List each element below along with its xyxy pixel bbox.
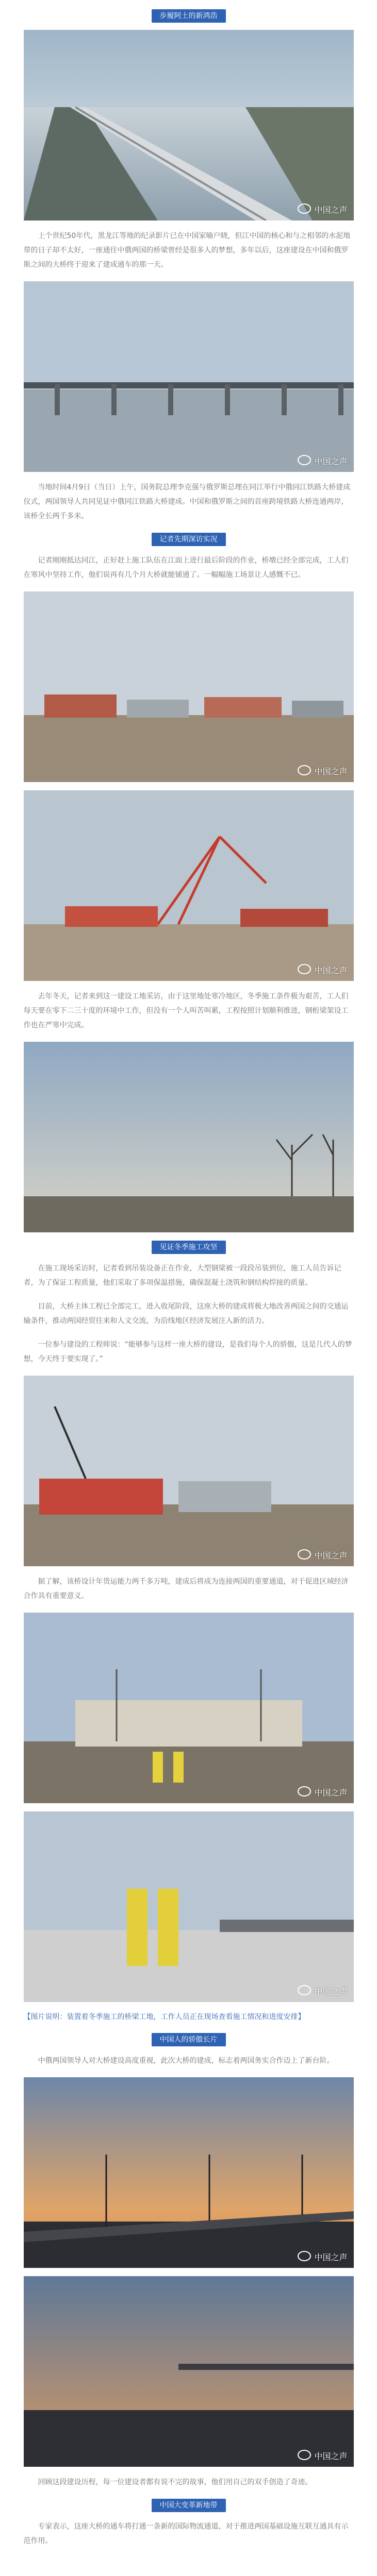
section-tag-4: 中国人的骄傲长片: [152, 2033, 226, 2046]
bridge-photo-2: 中国之声: [24, 281, 354, 472]
paragraph: 回顾这段建设历程，每一位建设者都有说不完的故事，他们用自己的双手创造了奇迹。: [38, 2478, 313, 2486]
workers-bridge-photo: 中国之声: [24, 1811, 354, 2002]
radio-logo-icon: [298, 1786, 311, 1797]
radio-logo-icon: [298, 765, 311, 775]
paragraph: 中俄两国领导人对大桥建设高度重视，此次大桥的建成，标志着两国务实合作迈上了新台阶。: [38, 2057, 334, 2065]
bridge-dusk-photo: 中国之声: [24, 2276, 354, 2467]
paragraph: 去年冬天，记者来到这一建设工地采访，由于这里地处寒冷地区，冬季施工条件极为艰苦，工人们每天要在零下二三十度的环境中工作，但没有一个人叫苦叫累，工程按照计划顺利推进，钢桁梁架设工作也在严寒中完成。: [23, 992, 349, 1029]
section-tag-2: 记者先期深访实况: [152, 533, 226, 546]
section-tag-1: 步履阿土的新鸿浩: [152, 9, 226, 23]
radio-logo-icon: [298, 1985, 311, 1995]
paragraph: 上个世纪50年代，黑龙江等地的纪录影片已在中国家喻户晓，但江中国的核心和与之相邻的水泥地带的日子却不太好，一座通往中俄两国的桥梁曾经是很多人的梦想，多年以后，这座建设在中国和俄罗斯之间的大桥终于迎来了建成通车的那一天。: [23, 232, 351, 269]
construction-site-photo: 中国之声: [24, 1376, 354, 1566]
paragraph: 一位参与建设的工程师说：“能够参与这样一座大桥的建设，是我们每个人的骄傲，这是几代人的梦想，今天终于要实现了。”: [23, 1341, 352, 1363]
crane-photo: 中国之声: [24, 790, 354, 981]
radio-logo-icon: [298, 2450, 311, 2460]
paragraph: 在施工现场采访时，记者看到吊装设备正在作业，大型钢梁被一段段吊装到位，施工人员告诉记者，为了保证工程质量，他们采取了多项保温措施，确保混凝土浇筑和钢结构焊接的质量。: [23, 1264, 341, 1287]
paragraph: 据了解，该桥设计年货运能力两千多万吨，建成后将成为连接两国的重要通道，对于促进区域经济合作具有重要意义。: [23, 1578, 349, 1600]
sunset-trees-photo: [24, 1042, 354, 1232]
section-tag-5: 中国大变革新地带: [152, 2499, 226, 2512]
paragraph: 目前，大桥主体工程已全部完工，进入收尾阶段，这座大桥的建成将极大地改善两国之间的交通运输条件，推动两国经贸往来和人文交流，为沿线地区经济发展注入新的活力。: [23, 1302, 349, 1325]
radio-logo-icon: [298, 204, 311, 214]
workers-flags-photo: 中国之声: [24, 1613, 354, 1803]
radio-logo-icon: [298, 455, 311, 465]
bridge-sunset-photo: 中国之声: [24, 2077, 354, 2268]
radio-logo-icon: [298, 1549, 311, 1560]
article-body: [24, 0, 354, 2548]
section-tag-3: 见证冬季施工攻坚: [152, 1241, 226, 1254]
paragraph: 记者刚刚抵达同江，正好赶上施工队伍在江面上进行最后阶段的作业，桥墩已经全部完成，工人们在寒风中坚持工作，他们说再有几个月大桥就能铺通了。一幅幅施工场景让人感慨不已。: [23, 556, 349, 579]
watermark: 中国之声: [298, 204, 347, 215]
bridge-photo-1: [24, 30, 354, 221]
village-photo: 中国之声: [24, 591, 354, 782]
radio-logo-icon: [298, 2251, 311, 2261]
paragraph: 专家表示，这座大桥的通车将打通一条新的国际物流通道，对于推进两国基础设施互联互通具有示范作用。: [23, 2522, 349, 2545]
photo-caption: 【图片说明：装置着冬季施工的桥梁工地，工作人员正在现场查看施工情况和进度安排】: [23, 2013, 305, 2021]
radio-logo-icon: [298, 964, 311, 974]
paragraph: 当地时间4月9日（当日）上午，国务院总理李克强与俄罗斯总理在同江举行中俄同江铁路大桥建成仪式，两国领导人共同见证中俄同江铁路大桥建成。中国和俄罗斯之间的首座跨境铁路大桥连通两岸，该桥全长两千多米。: [23, 483, 351, 520]
